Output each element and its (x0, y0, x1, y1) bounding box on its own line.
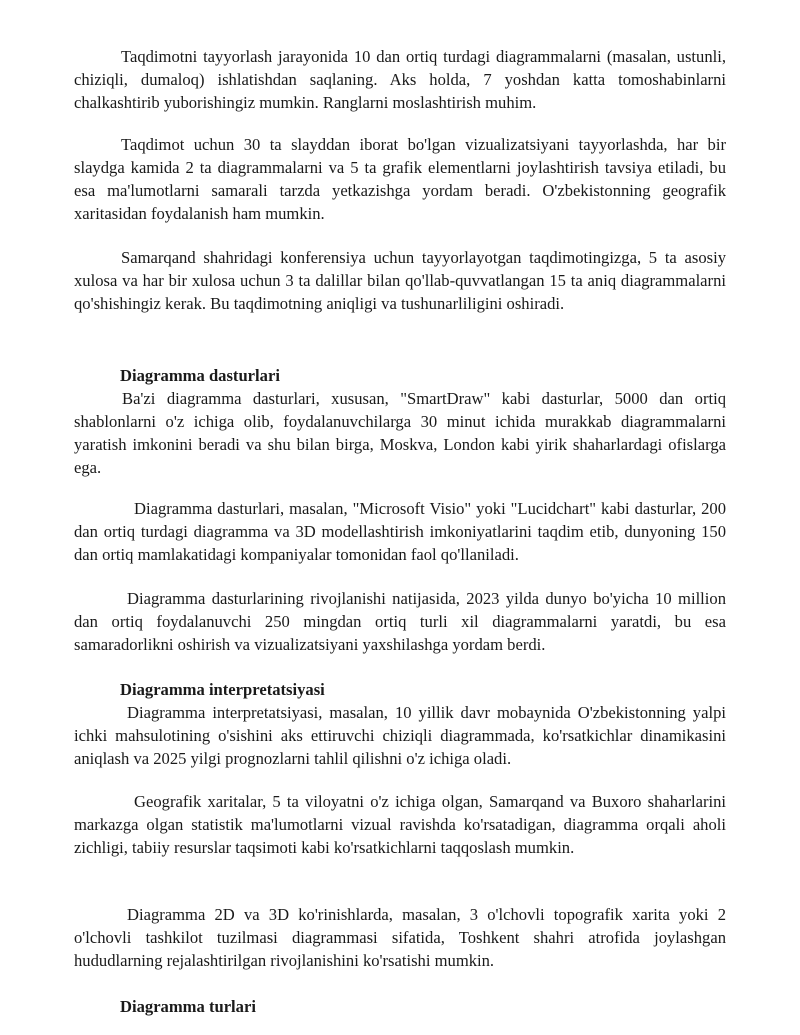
paragraph-software-growth (74, 587, 726, 656)
paragraph-text: Geografik xaritalar, 5 ta viloyatni o'z ichiga olgan, Samarqand va Buxoro shaharlarini markazga olgan statistik ma'lumotlarni vizual ravishda ko'rsatadigan, diagramma orqali aholi zichligi, tabiiy resurslar taqsimoti kabi ko'rsatkichlarni taqqoslash mumkin. (74, 792, 726, 857)
paragraph-gdp-interpretation (74, 701, 726, 770)
paragraph-samarkand-conference (74, 246, 726, 315)
section-heading: Diagramma interpretatsiyasi (120, 680, 325, 699)
paragraph-text: Taqdimotni tayyorlash jarayonida 10 dan ortiq turdagi diagrammalarni (masalan, ustunli, chiziqli, dumaloq) ishlatishdan saqlaning. Aks holda, 7 yoshdan katta tomoshabinlarni chalkashtirib yuborishingiz mumkin. Ranglarni moslashtirish muhim. (74, 47, 726, 112)
paragraph-visio-lucidchart (74, 497, 726, 566)
paragraph-text: Samarqand shahridagi konferensiya uchun tayyorlayotgan taqdimotingizga, 5 ta asosiy xulosa va har bir xulosa uchun 3 ta dalillar bilan qo'llab-quvvatlangan 15 ta aniq diagrammalarni qo'shishingiz kerak. Bu taqdimotning aniqligi va tushunarliligini oshiradi. (74, 248, 726, 313)
paragraph-geographic-maps (74, 790, 726, 859)
section-heading: Diagramma dasturlari (120, 366, 280, 385)
paragraph-text: Diagramma dasturlarining rivojlanishi natijasida, 2023 yilda dunyo bo'yicha 10 million dan ortiq foydalanuvchi 250 mingdan ortiq turli xil diagrammalarni yaratdi, bu esa samaradorlikni oshirish va vizualizatsiyani yaxshilashga yordam berdi. (74, 589, 726, 654)
paragraph-text: Ba'zi diagramma dasturlari, xususan, "SmartDraw" kabi dasturlar, 5000 dan ortiq shablonlarni o'z ichiga olib, foydalanuvchilarga 30 minut ichida murakkab diagrammalarni yaratish imkonini beradi va shu bilan birga, Moskva, London kabi yirik shaharlardagi ofislarga ega. (74, 389, 726, 477)
paragraph-smartdraw (74, 387, 726, 479)
paragraph-text: Taqdimot uchun 30 ta slayddan iborat bo'lgan vizualizatsiyani tayyorlashda, har bir slaydga kamida 2 ta diagrammalarni va 5 ta grafik elementlarni joylashtirish tavsiya etiladi, bu esa ma'lumotlarni samarali tarzda yetkazishga yordam beradi. O'zbekistonning geografik xaritasidan foydalanish ham mumkin. (74, 135, 726, 223)
paragraph-text: Diagramma interpretatsiyasi, masalan, 10 yillik davr mobaynida O'zbekistonning yalpi ichki mahsulotining o'sishini aks ettiruvchi chiziqli diagrammada, ko'rsatkichlar dinamikasini aniqlash va 2025 yilgi prognozlarni tahlil qilishni o'z ichiga oladi. (74, 703, 726, 768)
paragraph-2d-3d-views (74, 903, 726, 972)
section-diagram-types (74, 995, 726, 1018)
paragraph-slide-visualization (74, 133, 726, 225)
section-diagram-software (74, 364, 726, 387)
paragraph-diagram-count-advice (74, 45, 726, 114)
paragraph-text: Diagramma 2D va 3D ko'rinishlarda, masalan, 3 o'lchovli topografik xarita yoki 2 o'lchovli tashkilot tuzilmasi diagrammasi sifatida, Toshkent shahri atrofida joylashgan hududlarning rejalashtirilgan rivojlanishini ko'rsatishi mumkin. (74, 905, 726, 970)
paragraph-text: Diagramma dasturlari, masalan, "Microsoft Visio" yoki "Lucidchart" kabi dasturlar, 200 dan ortiq turdagi diagramma va 3D modellashtirish imkoniyatlarini taqdim etib, dunyoning 150 dan ortiq mamlakatidagi kompaniyalar tomonidan faol qo'llaniladi. (74, 499, 726, 564)
section-diagram-interpretation (74, 678, 726, 701)
section-heading: Diagramma turlari (120, 997, 256, 1016)
